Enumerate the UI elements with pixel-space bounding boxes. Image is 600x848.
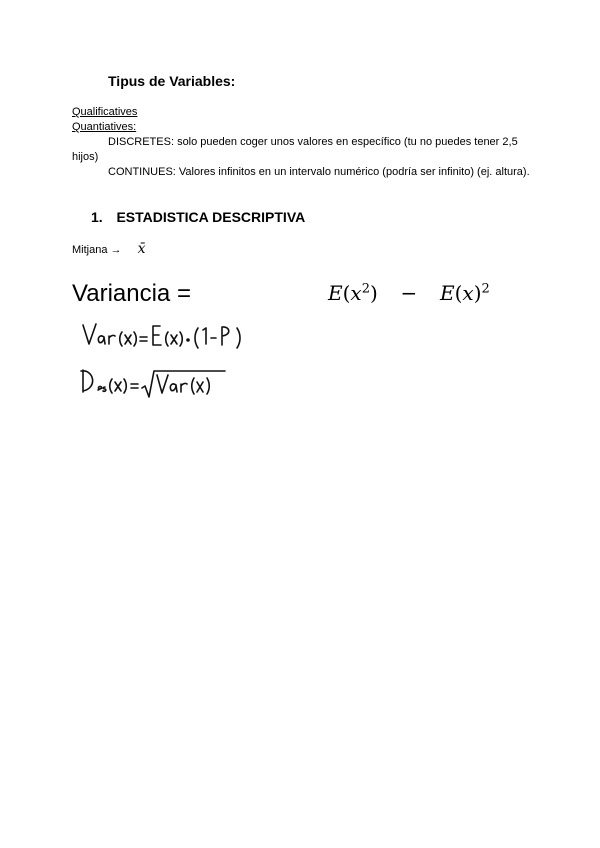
formula-x2: x [462, 281, 474, 305]
formula-exp2: 2 [481, 281, 490, 297]
mean-line [72, 242, 146, 258]
arrow-icon: → [110, 244, 122, 256]
formula-close2: ) [473, 281, 482, 305]
variance-formula [328, 281, 490, 305]
formula-close1: ) [369, 281, 378, 305]
continues-paragraph: CONTINUES: Valores infinitos en un intervalo numérico (podría ser infinito) (ej. altura). [108, 166, 530, 178]
formula-x1: x [350, 281, 362, 305]
formula-e2: E [440, 281, 455, 305]
discretes-paragraph: DISCRETES: solo pueden coger unos valores en específico (tu no puedes tener 2,5 hijos) [72, 136, 518, 163]
quantitative-label: Quantiatives: [72, 121, 137, 133]
formula-open1: ( [342, 281, 351, 305]
section-number: 1. [91, 209, 103, 225]
page-title: Tipus de Variables: [108, 73, 236, 89]
formula-exp1: 2 [361, 281, 370, 297]
formula-minus: − [400, 281, 418, 305]
variance-label: Variancia = [72, 280, 191, 307]
formula-open2: ( [454, 281, 463, 305]
section-title: ESTADISTICA DESCRIPTIVA [116, 209, 306, 225]
handwritten-deviation-formula [80, 366, 240, 402]
qualitative-label: Qualificatives [72, 106, 138, 118]
formula-e1: E [328, 281, 343, 305]
mean-symbol: x̄ [137, 241, 146, 257]
mean-label: Mitjana [72, 244, 108, 256]
section-heading [91, 209, 305, 225]
handwritten-variance-formula [80, 320, 260, 354]
